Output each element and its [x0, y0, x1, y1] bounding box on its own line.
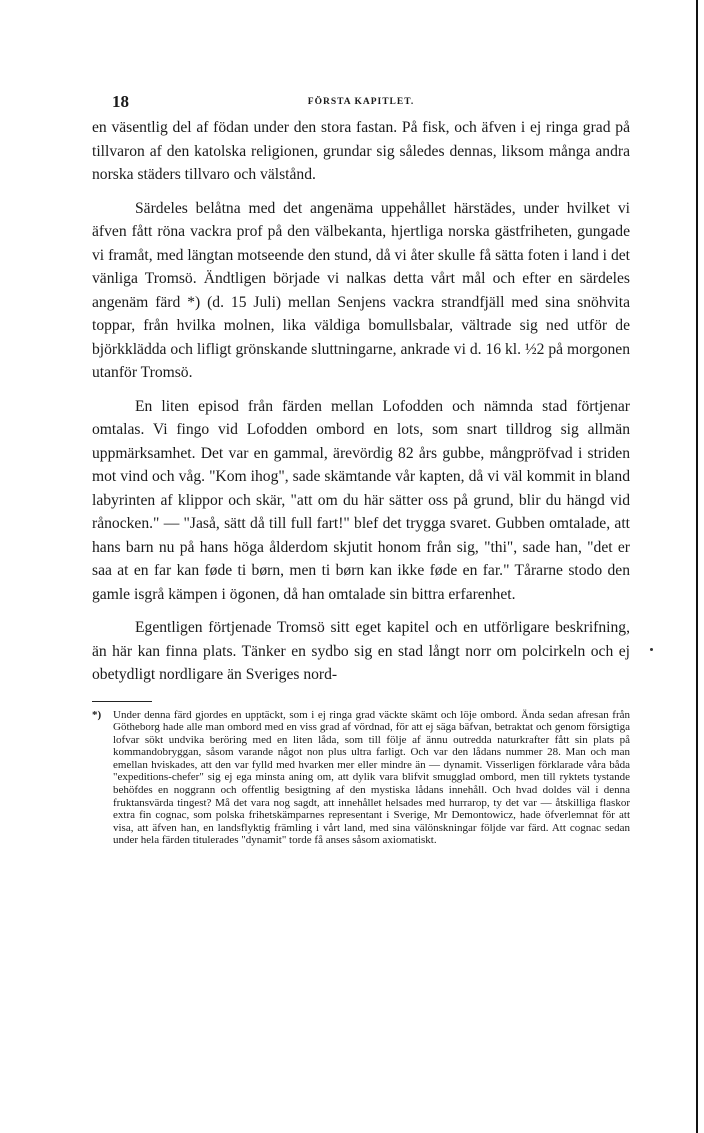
footnote-mark: *) [92, 708, 102, 721]
paragraph-4: Egentligen förtjenade Tromsö sitt eget kapitel och en utförligare beskrifning, än här kan finna plats. Tänker en sydbo sig en stad långt norr om polcirkeln och ej obetydligt nordligare än Sveriges nord- [92, 619, 630, 683]
book-page [92, 92, 630, 847]
body-text [92, 116, 630, 687]
paragraph-2: Särdeles belåtna med det angenäma uppehållet härstädes, under hvilket vi äfven fått röna vackra prof på den välbekanta, hjertliga norska gästfriheten, gungade vi framåt, med längtan motseende den stund, då vi åter skulle få sätta foten i land i det vänliga Tromsö. Ändtligen började vi nalkas detta vårt mål och efter en särdeles angenäm färd *) (d. 15 Juli) mellan Senjens vackra strandfjäll med sina snöhvita toppar, från hvilka molnen, lika väldiga bomullsbalar, vältrade sig ned utför de björkklädda och lifligt grönskande sluttningarne, ankrade vi d. 16 kl. ½2 på morgonen utanför Tromsö. [92, 199, 630, 381]
page-number: 18 [112, 92, 129, 111]
footnote-rule [92, 701, 152, 702]
page-header [92, 92, 630, 116]
paragraph-1: en väsentlig del af födan under den stora fastan. På fisk, och äfven i ej ringa grad på tillvaron af den katolska religionen, grundar sig således dennas, liksom många andra norska städers tillvaro och välstånd. [92, 119, 630, 183]
paragraph-3: En liten episod från färden mellan Lofodden och nämnda stad förtjenar omtalas. Vi fingo vid Lofodden ombord en lots, som snart tilldrog sig allmän uppmärksamhet. Det var en gammal, ärevördig 82 års gubbe, mångpröfvad i striden mot vind och våg. "Kom ihog", sade skämtande vår kapten, då vi väl kommit in bland labyrinten af klippor och skär, "att om du här sätter oss på grund, blir du hängd vid rånocken." — "Jaså, sätt då till full fart!" blef det trygga svaret. Gubben omtalade, att hans barn nu på hans höga ålderdom skjutit honom från sig, "thi", sade han, "det er saa at en far kan føde ti børn, men ti børn kan ikke føde en far." Tårarne stodo den gamle isgrå kämpen i ögonen, då han omtalade sin bittra erfarenhet. [92, 397, 630, 603]
print-speck [650, 648, 653, 651]
running-title: FÖRSTA KAPITLET. [307, 97, 415, 107]
footnote-text: Under denna färd gjordes en upptäckt, som i ej ringa grad väckte skämt och löje ombord. Ända sedan afresan från Götheborg hade alle man ombord med en viss grad af vördnad, för att ej säga bäfvan, betraktat och genom försigtiga lofvar sökt undvika beröring med en liten låda, som till följe af ännu outredda naturkrafter fått sin plats på kommandobryggan, såsom varande något non plus ultra farligt. Och var den lådans nummer 28. Man och man emellan hviskades, att den var fylld med hvarken mer eller mindre än — dynamit. Visserligen förklarade våra båda "expeditions-chefer" sig ej ega minsta aning om, att dylik vara blifvit smugglad ombord, men till ryktets tystande behöfdes en noggrann och offentlig besigtning af den mystiska lådans innehåll. Och hvad doldes väl i denna fruktansvärda tingest? Må det vara nog sagdt, att innehållet helsades med hurrarop, ty det var — åtskilliga flaskor extra fin cognac, som polska frihetskämparnes representant i Sverige, Mr Demontowicz, hade öfverlemnat för att visa, att äfven han, en landsflyktig främling i vårt land, med sina välönskningar följde var färd. Att cognac sedan under hela färden titulerades "dynamit" torde få anses såsom axiomatiskt. [113, 708, 630, 847]
footnote [92, 709, 630, 848]
page-edge-line [696, 0, 698, 1133]
